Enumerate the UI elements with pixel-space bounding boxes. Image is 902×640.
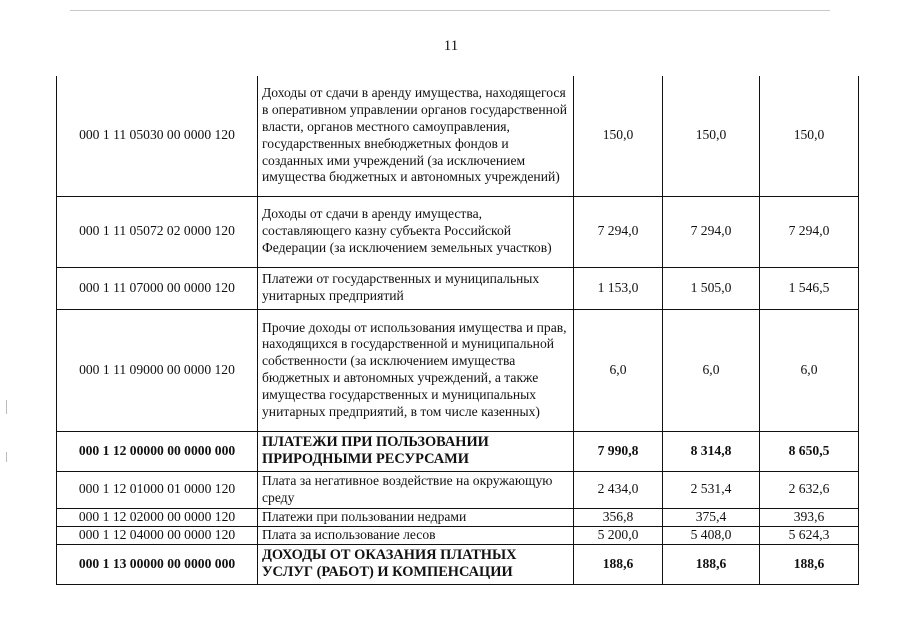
- table-row-section: [57, 431, 859, 471]
- amount-cell-year-2: 188,6: [663, 544, 760, 584]
- table-row: [57, 526, 859, 544]
- budget-code-cell: 000 1 11 07000 00 0000 120: [57, 267, 258, 309]
- amount-cell-year-2: 2 531,4: [663, 471, 760, 508]
- amount-cell-year-3: 6,0: [760, 309, 859, 431]
- amount-cell-year-1: 5 200,0: [574, 526, 663, 544]
- amount-cell-year-2: 5 408,0: [663, 526, 760, 544]
- amount-cell-year-3: 188,6: [760, 544, 859, 584]
- table-row: [57, 76, 859, 196]
- budget-code-cell: 000 1 12 02000 00 0000 120: [57, 508, 258, 526]
- revenue-name-cell: Платежи от государственных и муниципальных унитарных предприятий: [258, 267, 574, 309]
- budget-code-cell: 000 1 12 00000 00 0000 000: [57, 431, 258, 471]
- scan-margin-mark: [6, 400, 7, 414]
- budget-code-cell: 000 1 11 09000 00 0000 120: [57, 309, 258, 431]
- amount-cell-year-1: 7 990,8: [574, 431, 663, 471]
- table-row: [57, 267, 859, 309]
- scan-margin-mark: [6, 452, 7, 462]
- amount-cell-year-1: 188,6: [574, 544, 663, 584]
- revenue-name-cell: Доходы от сдачи в аренду имущества, составляющего казну субъекта Российской Федерации (за исключением земельных участков): [258, 196, 574, 267]
- amount-cell-year-2: 8 314,8: [663, 431, 760, 471]
- amount-cell-year-1: 2 434,0: [574, 471, 663, 508]
- revenue-name-cell: Плата за использование лесов: [258, 526, 574, 544]
- revenue-name-cell: Прочие доходы от использования имущества и прав, находящихся в государственной и муниципальной собственности (за исключением имущества бюджетных и автономных учреждений, а также имущества государственных и муниципальных унитарных предприятий, в том числе казенных): [258, 309, 574, 431]
- budget-code-cell: 000 1 12 01000 01 0000 120: [57, 471, 258, 508]
- amount-cell-year-1: 356,8: [574, 508, 663, 526]
- budget-code-cell: 000 1 12 04000 00 0000 120: [57, 526, 258, 544]
- amount-cell-year-2: 375,4: [663, 508, 760, 526]
- amount-cell-year-2: 6,0: [663, 309, 760, 431]
- amount-cell-year-3: 5 624,3: [760, 526, 859, 544]
- budget-code-cell: 000 1 11 05030 00 0000 120: [57, 76, 258, 196]
- amount-cell-year-2: 7 294,0: [663, 196, 760, 267]
- amount-cell-year-1: 7 294,0: [574, 196, 663, 267]
- table-row: [57, 196, 859, 267]
- table-row-section: [57, 544, 859, 584]
- amount-cell-year-3: 2 632,6: [760, 471, 859, 508]
- table-row: [57, 309, 859, 431]
- amount-cell-year-3: 150,0: [760, 76, 859, 196]
- amount-cell-year-3: 393,6: [760, 508, 859, 526]
- budget-code-cell: 000 1 11 05072 02 0000 120: [57, 196, 258, 267]
- amount-cell-year-3: 1 546,5: [760, 267, 859, 309]
- amount-cell-year-1: 1 153,0: [574, 267, 663, 309]
- budget-code-cell: 000 1 13 00000 00 0000 000: [57, 544, 258, 584]
- revenue-name-cell: ДОХОДЫ ОТ ОКАЗАНИЯ ПЛАТНЫХ УСЛУГ (РАБОТ) И КОМПЕНСАЦИИ: [258, 544, 574, 584]
- revenue-table: [56, 76, 859, 585]
- amount-cell-year-2: 150,0: [663, 76, 760, 196]
- revenue-name-cell: Плата за негативное воздействие на окружающую среду: [258, 471, 574, 508]
- scan-edge-line: [70, 10, 830, 11]
- amount-cell-year-1: 150,0: [574, 76, 663, 196]
- amount-cell-year-2: 1 505,0: [663, 267, 760, 309]
- revenue-name-cell: Доходы от сдачи в аренду имущества, находящегося в оперативном управлении органов государственной власти, органов местного самоуправления, государственных внебюджетных фондов и созданных ими учреждений (за исключением имущества бюджетных и автономных учреждений): [258, 76, 574, 196]
- amount-cell-year-1: 6,0: [574, 309, 663, 431]
- table-row: [57, 471, 859, 508]
- revenue-name-cell: Платежи при пользовании недрами: [258, 508, 574, 526]
- table-row: [57, 508, 859, 526]
- revenue-name-cell: ПЛАТЕЖИ ПРИ ПОЛЬЗОВАНИИ ПРИРОДНЫМИ РЕСУРСАМИ: [258, 431, 574, 471]
- amount-cell-year-3: 7 294,0: [760, 196, 859, 267]
- page-number: 11: [443, 38, 459, 54]
- amount-cell-year-3: 8 650,5: [760, 431, 859, 471]
